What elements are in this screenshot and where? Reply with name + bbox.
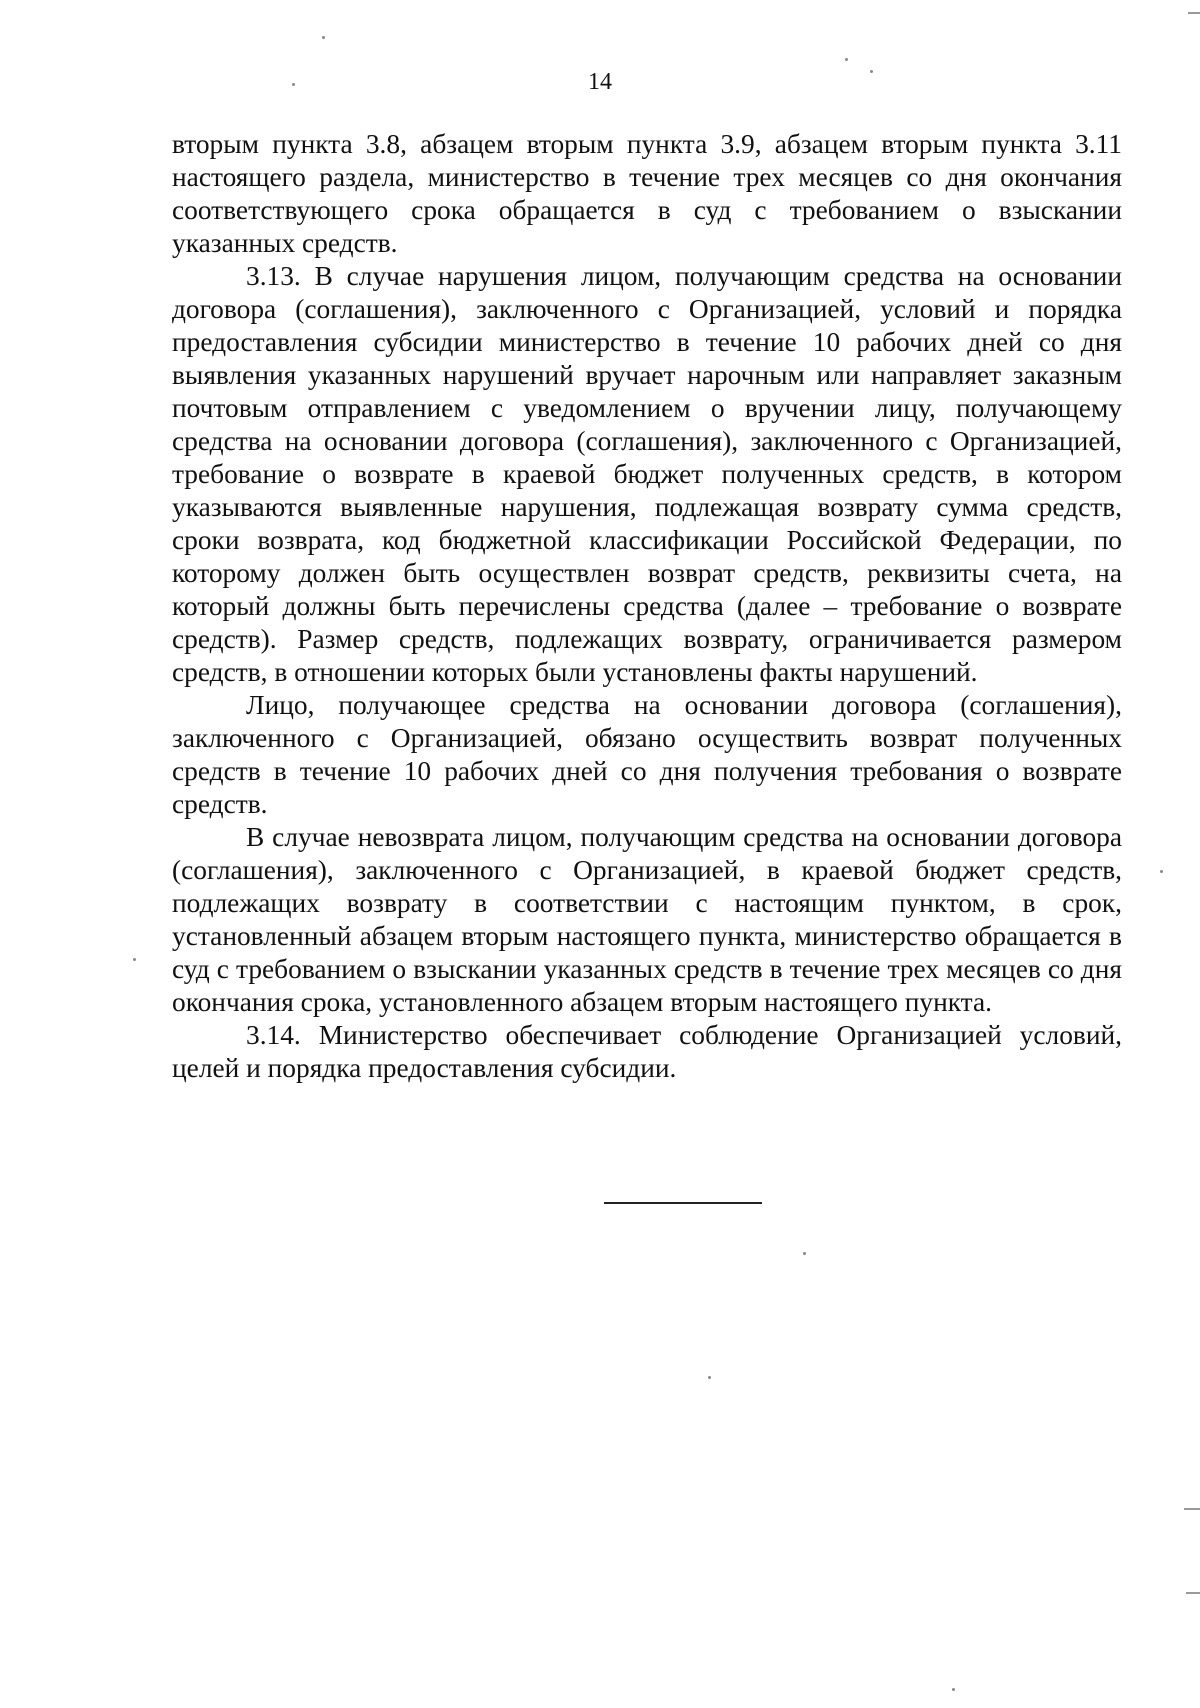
paragraph-clause-3-13: 3.13. В случае нарушения лицом, получающим средства на основании договора (соглашения), заключенного с Организацией, условий и порядка предоставления субсидии министерство в течение 10 рабочих дней со дня выявления указанных нарушений вручает нарочным или направляет заказным почтовым отправлением с уведомлением о вручении лицу, получающему средства на основании договора (соглашения), заключенного с Организацией, требование о возврате в краевой бюджет полученных средств, в котором указываются выявленные нарушения, подлежащая возврату сумма средств, сроки возврата, код бюджетной классификации Российской Федерации, по которому должен быть осуществлен возврат средств, реквизиты счета, на который должны быть перечислены средства (далее – требование о возврате средств). Размер средств, подлежащих возврату, ограничивается размером средств, в отношении которых были установлены факты нарушений. (172, 261, 1122, 688)
scan-speck (803, 1252, 806, 1255)
scan-speck (845, 58, 848, 61)
end-of-text-rule (604, 1202, 762, 1204)
document-body (172, 128, 1122, 1085)
paragraph-non-return: В случае невозврата лицом, получающим средства на основании договора (соглашения), заключенного с Организацией, в краевой бюджет средств, подлежащих возврату в соответствии с настоящим пунктом, в срок, установленный абзацем вторым настоящего пункта, министерство обращается в суд с требованием о взыскании указанных средств в течение трех месяцев со дня окончания срока, установленного абзацем вторым настоящего пункта. (172, 822, 1122, 1018)
scan-speck (133, 958, 136, 961)
scan-speck (952, 1688, 955, 1691)
scan-speck (322, 36, 325, 39)
scan-speck (292, 83, 295, 86)
scan-edge-mark (1186, 1592, 1200, 1594)
page-number: 14 (588, 69, 612, 95)
scan-speck (708, 1376, 711, 1379)
paragraph-refund-obligation: Лицо, получающее средства на основании договора (соглашения), заключенного с Организацией, обязано осуществить возврат полученных средств в течение 10 рабочих дней со дня получения требования о возврате средств. (172, 690, 1122, 820)
scan-speck (1160, 870, 1163, 873)
scan-edge-mark (1188, 12, 1200, 14)
scan-edge-mark (1184, 1508, 1200, 1510)
paragraph-continuation: вторым пункта 3.8, абзацем вторым пункта 3.9, абзацем вторым пункта 3.11 настоящего раздела, министерство в течение трех месяцев со дня окончания соответствующего срока обращается в суд с требованием о взыскании указанных средств. (172, 129, 1122, 259)
scan-speck (870, 70, 873, 73)
paragraph-clause-3-14: 3.14. Министерство обеспечивает соблюдение Организацией условий, целей и порядка предоставления субсидии. (172, 1020, 1122, 1084)
